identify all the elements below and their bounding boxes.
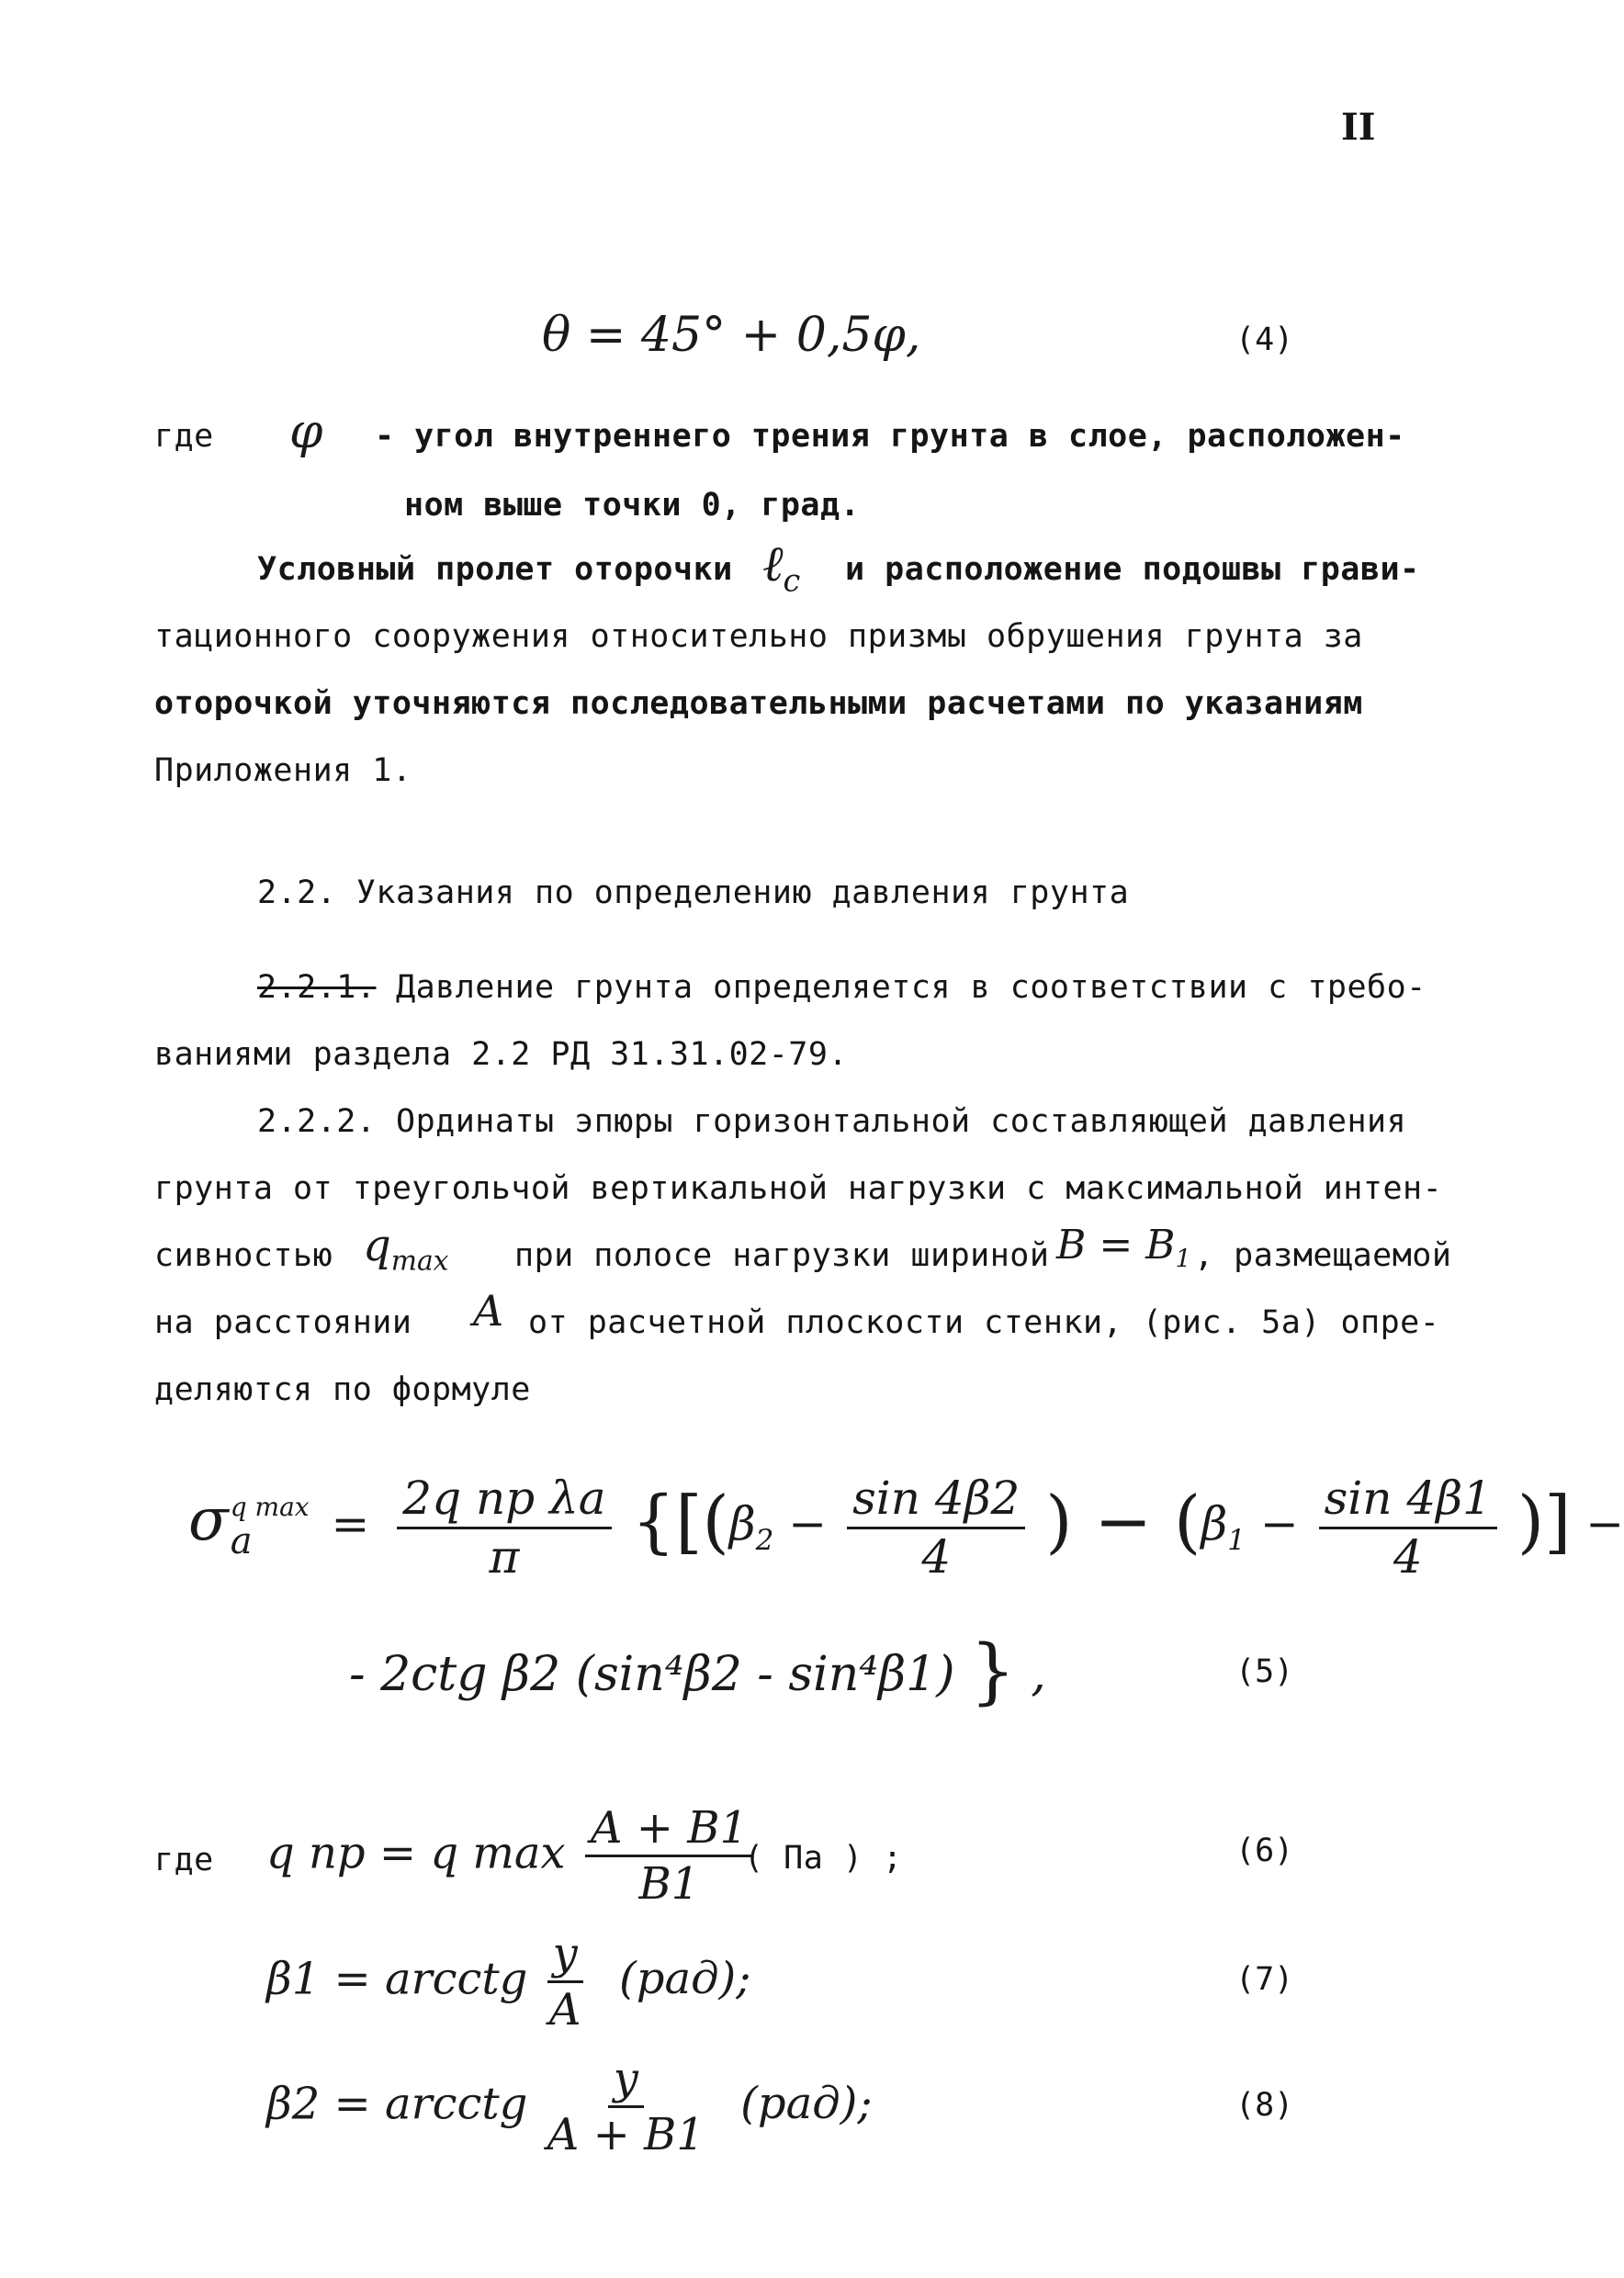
formula-6-unit: ( Па ) ; (744, 1840, 903, 1877)
para1-line1-b: и расположение подошвы грави- (845, 551, 1420, 588)
b-width-symbol: $B = B_1$ (1056, 1222, 1191, 1274)
item-222-line1: 2.2.2. Ординаты эпюры горизонтальной составляющей давления (257, 1103, 1407, 1140)
formula-6-number: (6) (1235, 1833, 1294, 1869)
item-221-line2: ваниями раздела 2.2 РД 31.31.02-79. (154, 1036, 849, 1073)
phi-definition-line2: ном выше точки 0, град. (404, 487, 861, 524)
formula-5-coefficient: $\frac{\text{2q пр λa}}{\pi}$ (397, 1474, 611, 1581)
para1-line3: оторочкой уточняются последовательными расчетами по указаниям (154, 685, 1363, 722)
formula-8: β2 = arcctg $\frac{y}{A + B1}$ (рад); (266, 2053, 873, 2161)
where-label: где (154, 418, 214, 455)
formula-5-lhs: σ q max a (188, 1486, 310, 1563)
item-222-line3-a: сивностью (154, 1237, 333, 1274)
phi-definition-line1: - угол внутреннего трения грунта в слое, расположен- (375, 418, 1405, 455)
para1-line2: тационного сооружения относительно призмы обрушения грунта за (154, 618, 1363, 655)
formula-8-number: (8) (1235, 2087, 1294, 2124)
formula-5-term2: $\frac{\sin 4\beta 1}{4}$ (1319, 1474, 1497, 1581)
formula-5-line1: σ q max a = $\frac{\text{2q пр λa}}{\pi}$ {[($\beta_2$ − $\frac{\sin 4\beta 2}{4}$ ) − ($\beta_1$ − $\frac{\sin 4\beta 1}{4}$ )] − (188, 1472, 1624, 1584)
para1-line4: Приложения 1. (154, 752, 412, 789)
item-222-line2: грунта от треугольчой вертикальной нагрузки с максимальной интен- (154, 1170, 1443, 1207)
item-221-line1: 2.2.1. Давление грунта определяется в соответствии с требо- (257, 969, 1427, 1006)
item-222-line3-c: , размещаемой (1194, 1237, 1452, 1274)
phi-symbol: φ (289, 404, 323, 459)
item-221-number: 2.2.1. (257, 969, 377, 1006)
span-symbol: ℓ$_c$ (762, 535, 801, 599)
where-label-2: где (154, 1842, 214, 1878)
item-222-line3-b: при полосе нагрузки шириной (514, 1237, 1050, 1274)
item-222-line4-a: на расстоянии (154, 1304, 412, 1341)
formula-5-number: (5) (1235, 1653, 1294, 1690)
formula-4-number: (4) (1235, 321, 1294, 358)
formula-7: β1 = arcctg $\frac{y}{A}$ (рад); (266, 1928, 751, 2036)
q-max-symbol: $q_{max}$ (363, 1220, 449, 1278)
para1-line1-a: Условный пролет оторочки (257, 551, 733, 588)
item-222-line4-b: от расчетной плоскости стенки, (рис. 5а) опре- (528, 1304, 1440, 1341)
formula-4: θ = 45° + 0,5φ, (542, 308, 921, 363)
a-distance-symbol: A (473, 1286, 504, 1336)
formula-5-term1: $\frac{\sin 4\beta 2}{4}$ (847, 1474, 1025, 1581)
formula-6: q пр = q max $\frac{A + B1}{B1}$ (266, 1805, 759, 1908)
section-heading: 2.2. Указания по определению давления грунта (257, 874, 1130, 911)
formula-5-line2: - 2ctg β2 (sin⁴β2 - sin⁴β1) } , (349, 1630, 1046, 1713)
formula-7-number: (7) (1235, 1961, 1294, 1998)
page-number: II (1341, 106, 1376, 149)
item-222-line5: деляются по формуле (154, 1371, 531, 1408)
